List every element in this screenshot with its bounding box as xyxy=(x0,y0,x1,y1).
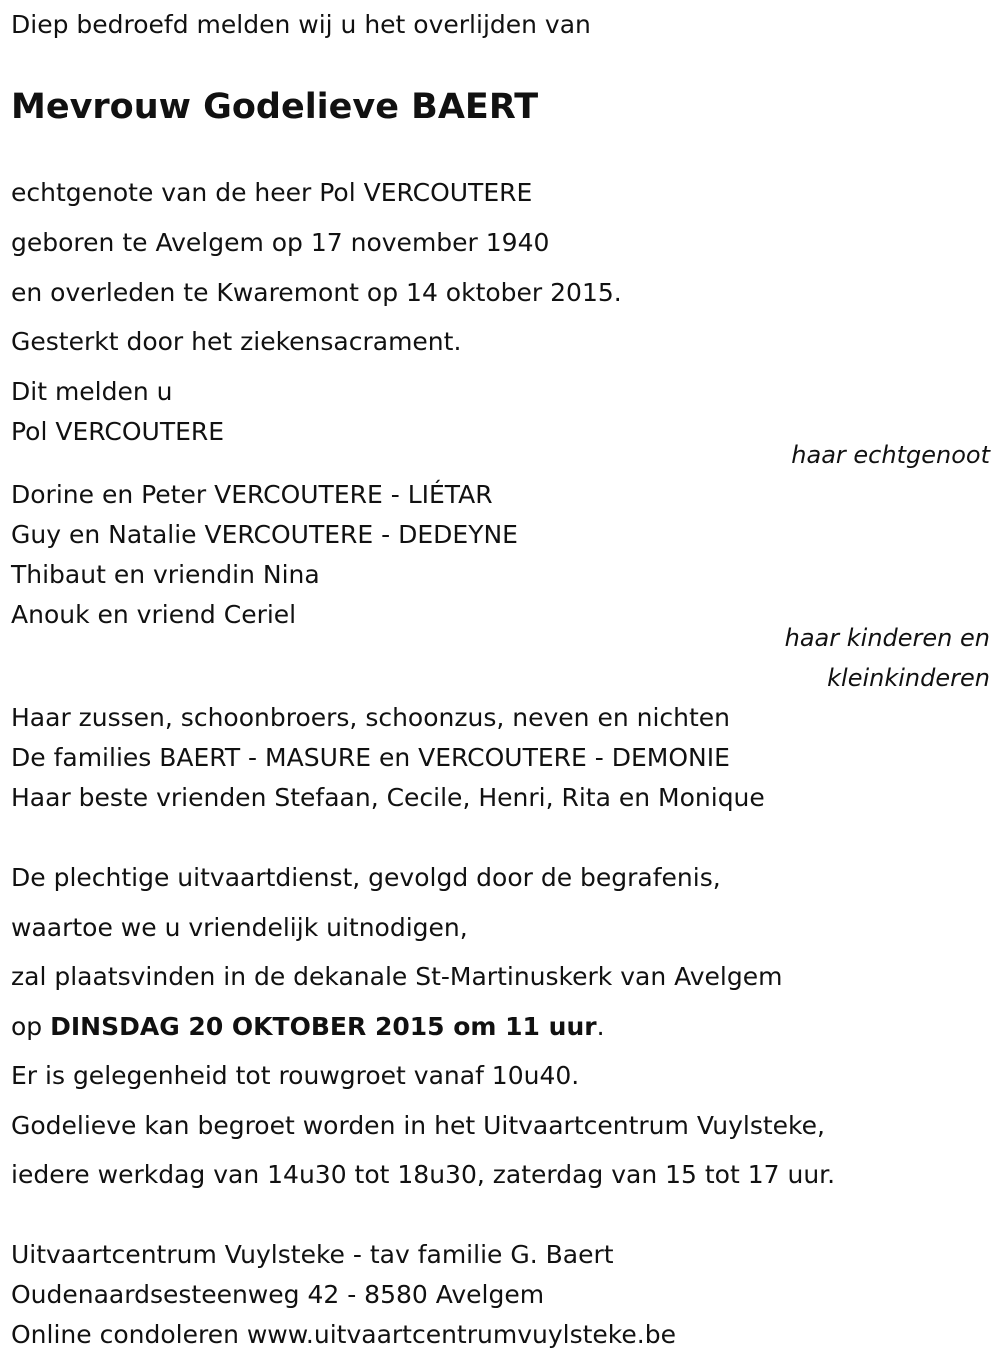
service-date-prefix: op xyxy=(11,1012,51,1041)
relatives-line: Haar zussen, schoonbroers, schoonzus, neven en nichten xyxy=(11,703,731,732)
child-line: Anouk en vriend Ceriel xyxy=(11,600,297,629)
bio-line-sacrament: Gesterkt door het ziekensacrament. xyxy=(11,327,462,356)
child-line: Dorine en Peter VERCOUTERE - LIÉTAR xyxy=(11,480,493,509)
spouse-name: Pol VERCOUTERE xyxy=(11,417,225,446)
contact-address: Oudenaardsesteenweg 42 - 8580 Avelgem xyxy=(11,1280,545,1309)
service-date-line xyxy=(11,1012,605,1042)
service-line: waartoe we u vriendelijk uitnodigen, xyxy=(11,913,468,942)
bio-line-died: en overleden te Kwaremont op 14 oktober 2015. xyxy=(11,278,622,307)
child-line: Thibaut en vriendin Nina xyxy=(11,560,320,589)
service-line: iedere werkdag van 14u30 tot 18u30, zaterdag van 15 tot 17 uur. xyxy=(11,1160,836,1189)
bio-line-born: geboren te Avelgem op 17 november 1940 xyxy=(11,228,550,257)
service-line: De plechtige uitvaartdienst, gevolgd door de begrafenis, xyxy=(11,863,721,892)
deceased-name: Mevrouw Godelieve BAERT xyxy=(11,87,539,127)
children-role-line2: kleinkinderen xyxy=(827,664,990,692)
contact-name: Uitvaartcentrum Vuylsteke - tav familie G. Baert xyxy=(11,1240,614,1269)
service-date: DINSDAG 20 OKTOBER 2015 om 11 uur xyxy=(50,1012,597,1041)
child-line: Guy en Natalie VERCOUTERE - DEDEYNE xyxy=(11,520,518,549)
service-line: Godelieve kan begroet worden in het Uitvaartcentrum Vuylsteke, xyxy=(11,1111,825,1140)
intro-text: Diep bedroefd melden wij u het overlijden van xyxy=(11,10,591,39)
relatives-line: De families BAERT - MASURE en VERCOUTERE - DEMONIE xyxy=(11,743,730,772)
condolence-link[interactable]: Online condoleren www.uitvaartcentrumvuylsteke.be xyxy=(11,1320,676,1349)
relatives-line: Haar beste vrienden Stefaan, Cecile, Henri, Rita en Monique xyxy=(11,783,765,812)
service-date-suffix: . xyxy=(596,1012,605,1041)
spouse-role: haar echtgenoot xyxy=(791,441,990,469)
service-line: zal plaatsvinden in de dekanale St-Martinuskerk van Avelgem xyxy=(11,962,783,991)
announced-by: Dit melden u xyxy=(11,377,173,406)
bio-line-spouse: echtgenote van de heer Pol VERCOUTERE xyxy=(11,178,533,207)
children-role-line1: haar kinderen en xyxy=(784,624,990,652)
service-line: Er is gelegenheid tot rouwgroet vanaf 10u40. xyxy=(11,1061,580,1090)
